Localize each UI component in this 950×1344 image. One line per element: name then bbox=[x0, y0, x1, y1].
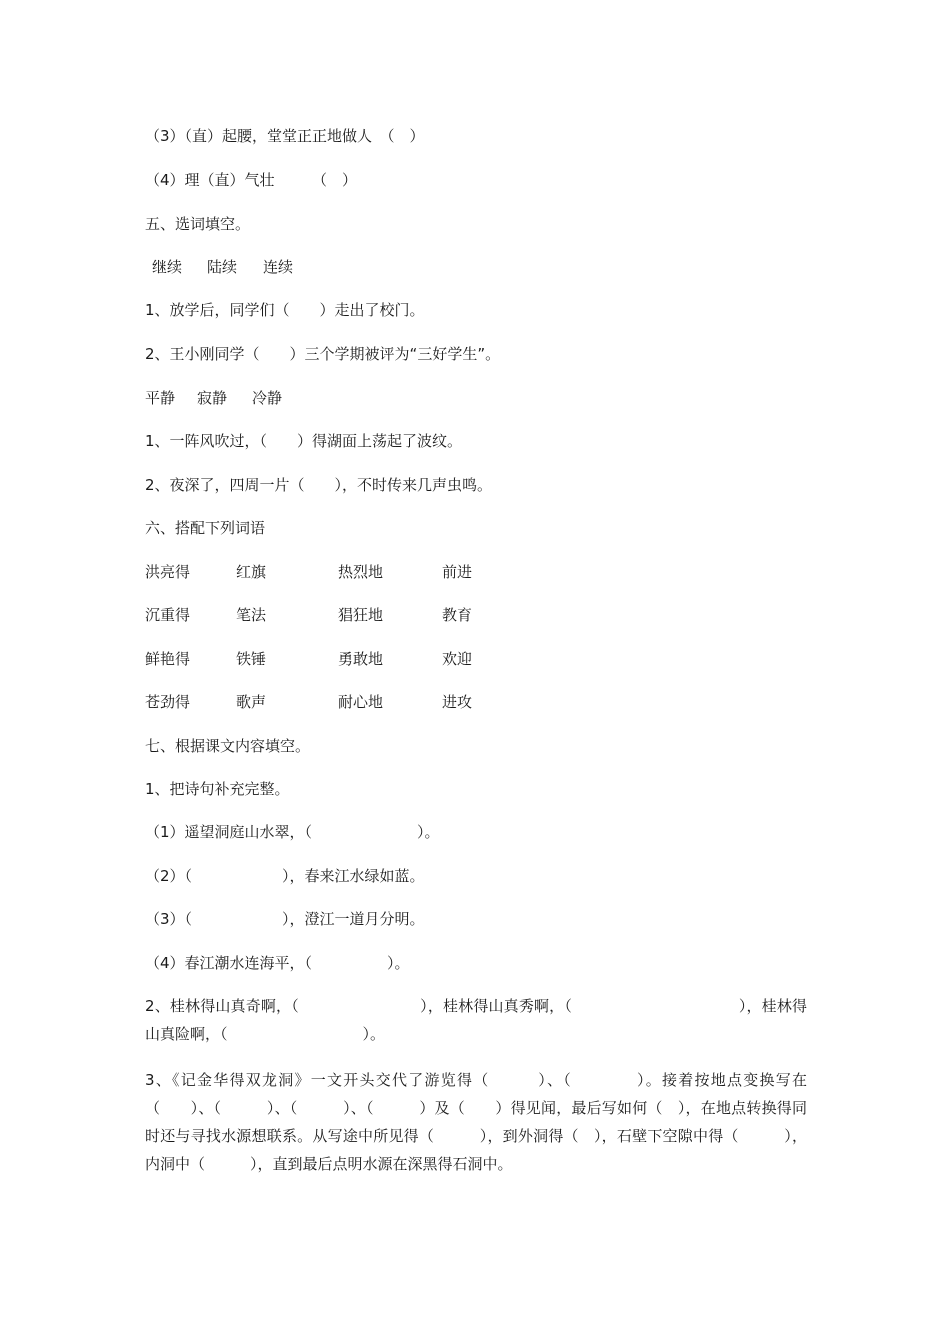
match-word: 沉重得 bbox=[145, 606, 191, 624]
section-7-title: 七、根据课文内容填空。 bbox=[145, 737, 311, 755]
section-6-title: 六、搭配下列词语 bbox=[145, 519, 266, 537]
section-7-question-2: 2、桂林得山真奇啊，（ ），桂林得山真秀啊，（ ），桂林得山真险啊，（ ）。 bbox=[145, 997, 807, 1043]
match-word: 歌声 bbox=[236, 693, 267, 711]
match-word: 猖狂地 bbox=[338, 606, 384, 624]
word-choice-group-1 bbox=[145, 257, 807, 277]
match-word: 红旗 bbox=[236, 563, 267, 581]
match-word: 欢迎 bbox=[442, 650, 473, 668]
word-choice: 继续 bbox=[152, 258, 183, 276]
section-5-question-2: 2、王小刚同学（ ）三个学期被评为“三好学生”。 bbox=[145, 345, 501, 363]
poem-line-1: （1）遥望洞庭山水翠，（ ）。 bbox=[145, 823, 440, 841]
match-word: 耐心地 bbox=[338, 693, 384, 711]
word-choice: 陆续 bbox=[207, 258, 238, 276]
section-5-question-4: 2、夜深了，四周一片（ ），不时传来几声虫鸣。 bbox=[145, 476, 493, 494]
item-3-line: （3）（直）起腰，堂堂正正地做人 （ ） bbox=[145, 127, 425, 145]
match-word: 铁锤 bbox=[236, 650, 267, 668]
word-choice: 连续 bbox=[263, 258, 294, 276]
poem-line-3: （3）（ ），澄江一道月分明。 bbox=[145, 910, 425, 928]
word-choice-group-2 bbox=[145, 388, 807, 408]
match-row bbox=[145, 605, 807, 625]
match-word: 勇敢地 bbox=[338, 650, 384, 668]
word-choice: 平静 bbox=[145, 389, 176, 407]
match-word: 进攻 bbox=[442, 693, 473, 711]
match-row bbox=[145, 562, 807, 582]
word-choice: 寂静 bbox=[197, 389, 228, 407]
match-word: 笔法 bbox=[236, 606, 267, 624]
section-5-title: 五、选词填空。 bbox=[145, 215, 251, 233]
match-row bbox=[145, 692, 807, 712]
section-5-question-1: 1、放学后，同学们（ ）走出了校门。 bbox=[145, 301, 425, 319]
match-word: 热烈地 bbox=[338, 563, 384, 581]
word-choice: 冷静 bbox=[252, 389, 283, 407]
match-word: 苍劲得 bbox=[145, 693, 191, 711]
match-word: 教育 bbox=[442, 606, 473, 624]
match-word: 洪亮得 bbox=[145, 563, 191, 581]
item-4-line: （4）理（直）气壮 （ ） bbox=[145, 171, 358, 189]
section-7-question-3: 3、《记金华得双龙洞》一文开头交代了游览得（ ）、（ ）。接着按地点变换写在（ ）、（ ）、（ ）、（ ）及（ ）得见闻，最后写如何（ ），在地点转换得同时还与寻找水源想联系。从写途中所见得（ ），到外洞得（ ），石壁下空隙中得（ ），内洞中（ ），直到最后点明水源在深黑得石洞中。 bbox=[145, 1071, 807, 1173]
match-word: 前进 bbox=[442, 563, 473, 581]
match-word: 鲜艳得 bbox=[145, 650, 191, 668]
section-5-question-3: 1、一阵风吹过，（ ）得湖面上荡起了波纹。 bbox=[145, 432, 463, 450]
poem-line-4: （4）春江潮水连海平，（ ）。 bbox=[145, 954, 410, 972]
match-row bbox=[145, 649, 807, 669]
poem-line-2: （2）（ ），春来江水绿如蓝。 bbox=[145, 867, 425, 885]
section-7-question-1: 1、把诗句补充完整。 bbox=[145, 780, 290, 798]
